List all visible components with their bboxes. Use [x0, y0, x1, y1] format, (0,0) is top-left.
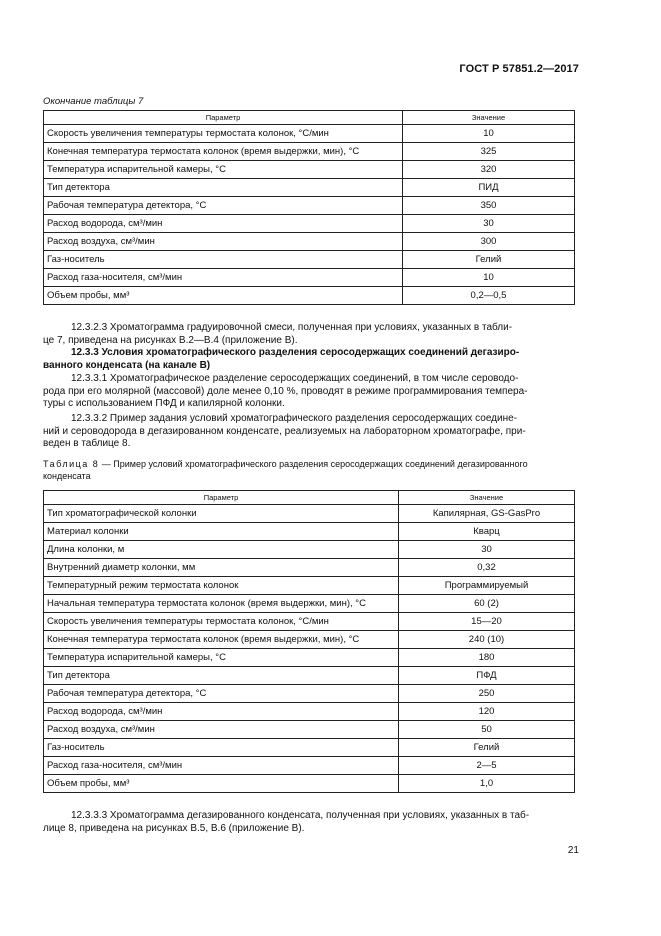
param-cell: Расход воздуха, см³/мин	[44, 721, 399, 739]
param-cell: Газ-носитель	[44, 251, 403, 269]
table-row	[44, 577, 575, 595]
value-cell: Капилярная, GS-GasPro	[399, 505, 575, 523]
param-cell: Расход водорода, см³/мин	[44, 215, 403, 233]
param-cell: Температура испарительной камеры, °С	[44, 649, 399, 667]
text-line: туры с использованием ПФД и капилярной колонки.	[43, 398, 285, 409]
value-cell: 300	[403, 233, 575, 251]
table-title: — Пример условий хроматографического разделения серосодержащих соединений дегазированного	[99, 459, 528, 469]
param-cell: Внутренний диаметр колонки, мм	[44, 559, 399, 577]
paragraph-12-3-3-1	[43, 373, 574, 411]
table-title-cont: конденсата	[43, 470, 91, 481]
param-cell: Рабочая температура детектора, °С	[44, 685, 399, 703]
value-cell: ПФД	[399, 667, 575, 685]
table-row	[44, 757, 575, 775]
document-id: ГОСТ Р 57851.2—2017	[459, 63, 579, 75]
value-cell: 250	[399, 685, 575, 703]
param-cell: Расход газа-носителя, см³/мин	[44, 269, 403, 287]
table-row	[44, 233, 575, 251]
table-8	[43, 490, 575, 793]
value-cell: 350	[403, 197, 575, 215]
text-line: 12.3.3.2 Пример задания условий хроматографического разделения серосодержащих соедине-	[71, 413, 518, 424]
text-line: рода при его молярной (массовой) доле менее 0,10 %, проводят в режиме программирования темпера-	[43, 385, 528, 397]
value-cell: Гелий	[403, 251, 575, 269]
param-cell: Материал колонки	[44, 523, 399, 541]
table-row	[44, 541, 575, 559]
table-row	[44, 269, 575, 287]
table-row	[44, 523, 575, 541]
value-cell: 30	[403, 215, 575, 233]
table-row	[44, 143, 575, 161]
value-cell: ПИД	[403, 179, 575, 197]
param-cell: Объем пробы, мм³	[44, 775, 399, 793]
text-line: 12.3.3.1 Хроматографическое разделение серосодержащих соединений, в том числе сероводо-	[71, 373, 519, 384]
param-cell: Расход воздуха, см³/мин	[44, 233, 403, 251]
value-cell: 180	[399, 649, 575, 667]
heading-line: 12.3.3 Условия хроматографического разделения серосодержащих соединений дегазиро-	[71, 347, 520, 358]
table-row	[44, 197, 575, 215]
text-line: це 7, приведена на рисунках В.2—В.4 (приложение В).	[43, 334, 298, 346]
table-row	[44, 595, 575, 613]
text-line: лице 8, приведена на рисунках В.5, В.6 (приложение В).	[43, 822, 305, 834]
value-cell: 30	[399, 541, 575, 559]
table-row	[44, 739, 575, 757]
table-row	[44, 505, 575, 523]
value-cell: 60 (2)	[399, 595, 575, 613]
value-cell: Гелий	[399, 739, 575, 757]
table-row	[44, 161, 575, 179]
value-cell: 15—20	[399, 613, 575, 631]
param-cell: Температура испарительной камеры, °С	[44, 161, 403, 179]
text-line: 12.3.2.3 Хроматограмма градуировочной смеси, полученная при условиях, указанных в табли-	[71, 322, 513, 333]
column-header-value: Значение	[403, 111, 575, 125]
value-cell: 320	[403, 161, 575, 179]
table-row	[44, 685, 575, 703]
param-cell: Длина колонки, м	[44, 541, 399, 559]
param-cell: Тип детектора	[44, 667, 399, 685]
param-cell: Скорость увеличения температуры термостата колонок, °С/мин	[44, 613, 399, 631]
value-cell: Программируемый	[399, 577, 575, 595]
param-cell: Скорость увеличения температуры термостата колонок, °С/мин	[44, 125, 403, 143]
table-row	[44, 703, 575, 721]
table-row	[44, 721, 575, 739]
param-cell: Газ-носитель	[44, 739, 399, 757]
table-row	[44, 631, 575, 649]
paragraph-12-3-3-3	[43, 810, 574, 835]
table7-caption: Окончание таблицы 7	[43, 96, 144, 107]
section-heading-12-3-3	[43, 347, 574, 372]
table-row	[44, 775, 575, 793]
table-row	[44, 215, 575, 233]
table-label: Таблица 8	[43, 459, 100, 469]
value-cell: Кварц	[399, 523, 575, 541]
param-cell: Расход газа-носителя, см³/мин	[44, 757, 399, 775]
param-cell: Тип хроматографической колонки	[44, 505, 399, 523]
param-cell: Тип детектора	[44, 179, 403, 197]
table-row	[44, 125, 575, 143]
table-row	[44, 667, 575, 685]
value-cell: 2—5	[399, 757, 575, 775]
paragraph-12-3-3-2	[43, 413, 574, 451]
value-cell: 0,2—0,5	[403, 287, 575, 305]
value-cell: 325	[403, 143, 575, 161]
param-cell: Расход водорода, см³/мин	[44, 703, 399, 721]
value-cell: 50	[399, 721, 575, 739]
param-cell: Начальная температура термостата колонок (время выдержки, мин), °С	[44, 595, 399, 613]
text-line: веден в таблице 8.	[43, 438, 131, 449]
column-header-param: Параметр	[44, 111, 403, 125]
param-cell: Объем пробы, мм³	[44, 287, 403, 305]
value-cell: 120	[399, 703, 575, 721]
heading-line: ванного конденсата (на канале В)	[43, 359, 211, 371]
text-line: 12.3.3.3 Хроматограмма дегазированного конденсата, полученная при условиях, указанных в таб-	[71, 810, 530, 821]
table-row	[44, 179, 575, 197]
text-line: ний и сероводорода в дегазированном конденсате, реализуемых на лабораторном хроматографе, при-	[43, 425, 526, 437]
value-cell: 1,0	[399, 775, 575, 793]
column-header-value: Значение	[399, 491, 575, 505]
page-number: 21	[567, 845, 579, 856]
table-7-end	[43, 110, 575, 305]
table-row	[44, 649, 575, 667]
table-row	[44, 251, 575, 269]
table-row	[44, 559, 575, 577]
param-cell: Конечная температура термостата колонок (время выдержки, мин), °С	[44, 631, 399, 649]
value-cell: 10	[403, 269, 575, 287]
value-cell: 0,32	[399, 559, 575, 577]
value-cell: 240 (10)	[399, 631, 575, 649]
paragraph-12-3-2-3	[43, 322, 574, 347]
param-cell: Рабочая температура детектора, °С	[44, 197, 403, 215]
column-header-param: Параметр	[44, 491, 399, 505]
table8-caption	[43, 459, 583, 482]
value-cell: 10	[403, 125, 575, 143]
param-cell: Конечная температура термостата колонок (время выдержки, мин), °С	[44, 143, 403, 161]
table-row	[44, 613, 575, 631]
param-cell: Температурный режим термостата колонок	[44, 577, 399, 595]
table-row	[44, 287, 575, 305]
